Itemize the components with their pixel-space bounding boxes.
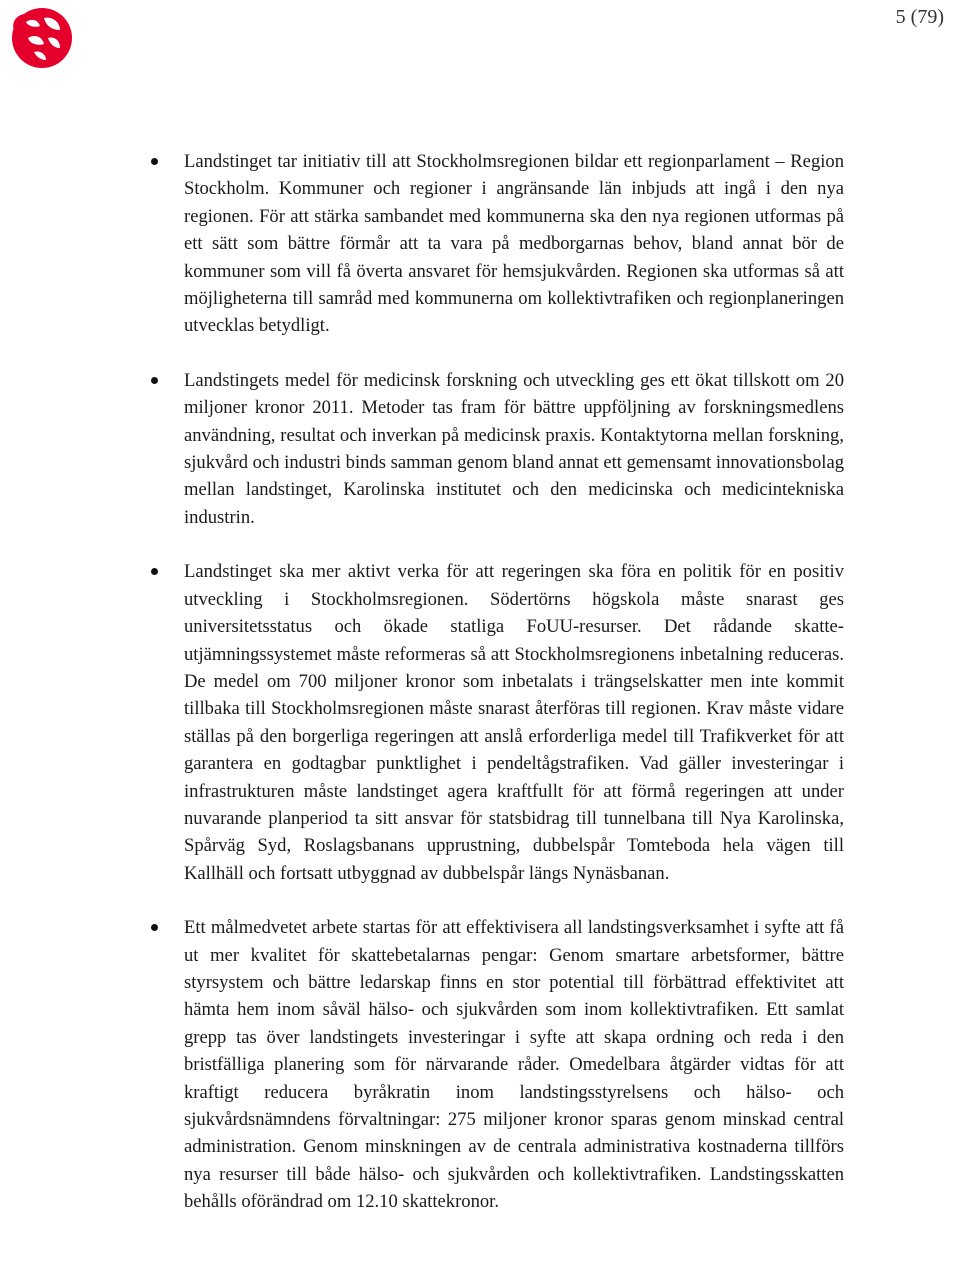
document-body xyxy=(148,148,844,1243)
bullet-list xyxy=(148,148,844,1216)
bullet-icon xyxy=(151,924,158,931)
list-item-text: Ett målmedvetet arbete startas för att effektivisera all landstingsverksamhet i syfte att få ut mer kvalitet för skattebetalarnas pengar: Genom smartare arbetsformer, bättre styrsystem och bättre ledarskap finns en stor potential till förbättrad effektivitet att hämta hem inom såväl hälso- och sjukvården som inom kollektivtrafiken. Ett samlat grepp tas över landstingets investeringar i syfte att skapa ordning och reda i den bristfälliga planering som för närvarande råder. Omedelbara åtgärder vidtas för att kraftigt reducera byråkratin inom landstingsstyrelsens och hälso- och sjukvårdsnämndens förvaltningar: 275 miljoner kronor sparas genom minskad central administration. Genom minskningen av de centrala administrativa kostnaderna tillförs nya resurser till både hälso- och sjukvården och kollektivtrafiken. Landstingsskatten behålls oförändrad om 12.10 skattekronor. xyxy=(184,917,844,1213)
list-item xyxy=(148,148,844,340)
list-item-text: Landstinget ska mer aktivt verka för att regeringen ska föra en politik för en positiv utveckling i Stockholmsregionen. Södertörns högskola måste snarast ges universitetsstatus och ökade statliga FoUU-resurser. Det rådande skatteutjämningssystemet måste reformeras så att Stockholmsregionens inbetalning reduceras. De medel om 700 miljoner kronor som inbetalats i trängselskatter men inte kommit tillbaka till Stockholmsregionen måste snarast återföras till regionen. Krav måste vidare ställas på den borgerliga regeringen att anslå erforderliga medel till Trafikverket för att garantera en godtagbar punktlighet i pendeltågstrafiken. Vad gäller investeringar i infrastrukturen måste landstinget agera kraftfullt för att förmå regeringen att under nuvarande planperiod ta sitt ansvar för statsbidrag till tunnelbana till Nya Karolinska, Spårväg Syd, Roslagsbanans upprustning, dubbelspår Tomteboda hela vägen till Kallhäll och fortsatt utbyggnad av dubbelspår längs Nynäsbanan. xyxy=(184,561,844,884)
rose-logo-icon xyxy=(6,4,74,72)
bullet-icon xyxy=(151,377,158,384)
list-item-text: Landstinget tar initiativ till att Stockholmsregionen bildar ett regionparlament – Region Stockholm. Kommuner och regioner i angränsande län inbjuds att ingå i den nya regionen. För att stärka sambandet med kommunerna ska den nya regionen utformas på ett sätt som bättre förmår att ta vara på medborgarnas behov, bland annat bör de kommuner som vill få överta ansvaret för hemsjukvården. Regionen ska utformas så att möjligheterna till samråd med kommunerna om kollektivtrafiken och regionplaneringen utvecklas betydligt. xyxy=(184,151,844,337)
bullet-icon xyxy=(151,568,158,575)
list-item-text: Landstingets medel för medicinsk forskning och utveckling ges ett ökat tillskott om 20 miljoner kronor 2011. Metoder tas fram för bättre uppföljning av forskningsmedlens användning, resultat och inverkan på medicinsk praxis. Kontaktytorna mellan forskning, sjukvård och industri binds samman genom bland annat ett gemensamt innovationsbolag mellan landstinget, Karolinska institutet och den medicinska och medicintekniska industrin. xyxy=(184,369,844,528)
list-item xyxy=(148,558,844,887)
list-item xyxy=(148,367,844,531)
page-number: 5 (79) xyxy=(895,6,944,28)
bullet-icon xyxy=(151,158,158,165)
list-item xyxy=(148,914,844,1215)
